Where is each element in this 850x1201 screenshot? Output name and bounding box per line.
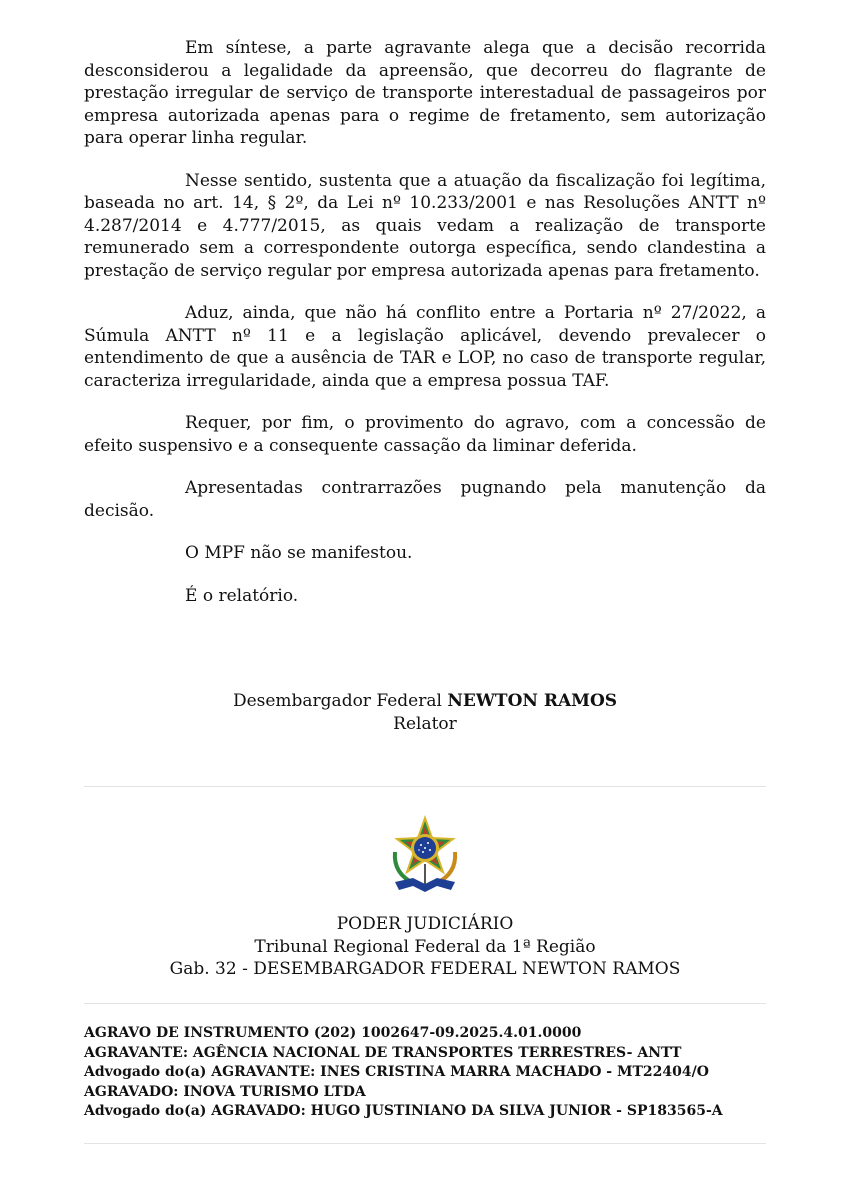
paragraph: Apresentadas contrarrazões pugnando pela manutenção da decisão.	[84, 478, 766, 521]
signature-role: Relator	[393, 713, 457, 734]
case-info	[84, 1024, 784, 1122]
signature-block	[0, 690, 850, 735]
signature-line	[0, 690, 850, 713]
header-line-2: Tribunal Regional Federal da 1ª Região	[254, 936, 596, 957]
signature-name: NEWTON RAMOS	[447, 691, 618, 711]
divider	[84, 1143, 766, 1144]
case-number: AGRAVO DE INSTRUMENTO (202) 1002647-09.2025.4.01.0000	[84, 1025, 582, 1041]
divider	[84, 786, 766, 787]
header-line-1: PODER JUDICIÁRIO	[336, 914, 514, 934]
divider	[84, 1003, 766, 1004]
report-body	[84, 37, 766, 627]
header-line-3: Gab. 32 - DESEMBARGADOR FEDERAL NEWTON RAMOS	[169, 959, 681, 979]
signature-title: Desembargador Federal	[232, 691, 442, 711]
court-header	[0, 913, 850, 981]
paragraph: Requer, por fim, o provimento do agravo, com a concessão de efeito suspensivo e a consequente cassação da liminar deferida.	[84, 413, 766, 456]
appellant-lawyer: Advogado do(a) AGRAVANTE: INES CRISTINA MARRA MACHADO - MT22404/O	[84, 1064, 709, 1080]
paragraph: O MPF não se manifestou.	[185, 543, 413, 563]
paragraph: Nesse sentido, sustenta que a atuação da fiscalização foi legítima, baseada no art. 14, § 2º, da Lei nº 10.233/2001 e nas Resoluções ANTT nº 4.287/2014 e 4.777/2015, as quais vedam a realização de transporte remunerado sem a correspondente outorga específica, sendo clandestina a prestação de serviço regular por empresa autorizada apenas para fretamento.	[84, 170, 766, 281]
paragraph: É o relatório.	[185, 585, 299, 606]
paragraph: Aduz, ainda, que não há conflito entre a Portaria nº 27/2022, a Súmula ANTT nº 11 e a legislação aplicável, devendo prevalecer o entendimento de que a ausência de TAR e LOP, no caso de transporte regular, caracteriza irregularidade, ainda que a empresa possua TAF.	[84, 303, 766, 391]
appellee-lawyer: Advogado do(a) AGRAVADO: HUGO JUSTINIANO DA SILVA JUNIOR - SP183565-A	[84, 1103, 723, 1119]
brazil-coat-of-arms-icon	[385, 812, 465, 894]
appellant: AGRAVANTE: AGÊNCIA NACIONAL DE TRANSPORTES TERRESTRES- ANTT	[84, 1044, 682, 1061]
appellee: AGRAVADO: INOVA TURISMO LTDA	[84, 1083, 366, 1100]
paragraph: Em síntese, a parte agravante alega que a decisão recorrida desconsiderou a legalidade da apreensão, que decorreu do flagrante de prestação irregular de serviço de transporte interestadual de passageiros por empresa autorizada apenas para o regime de fretamento, sem autorização para operar linha regular.	[84, 38, 766, 148]
